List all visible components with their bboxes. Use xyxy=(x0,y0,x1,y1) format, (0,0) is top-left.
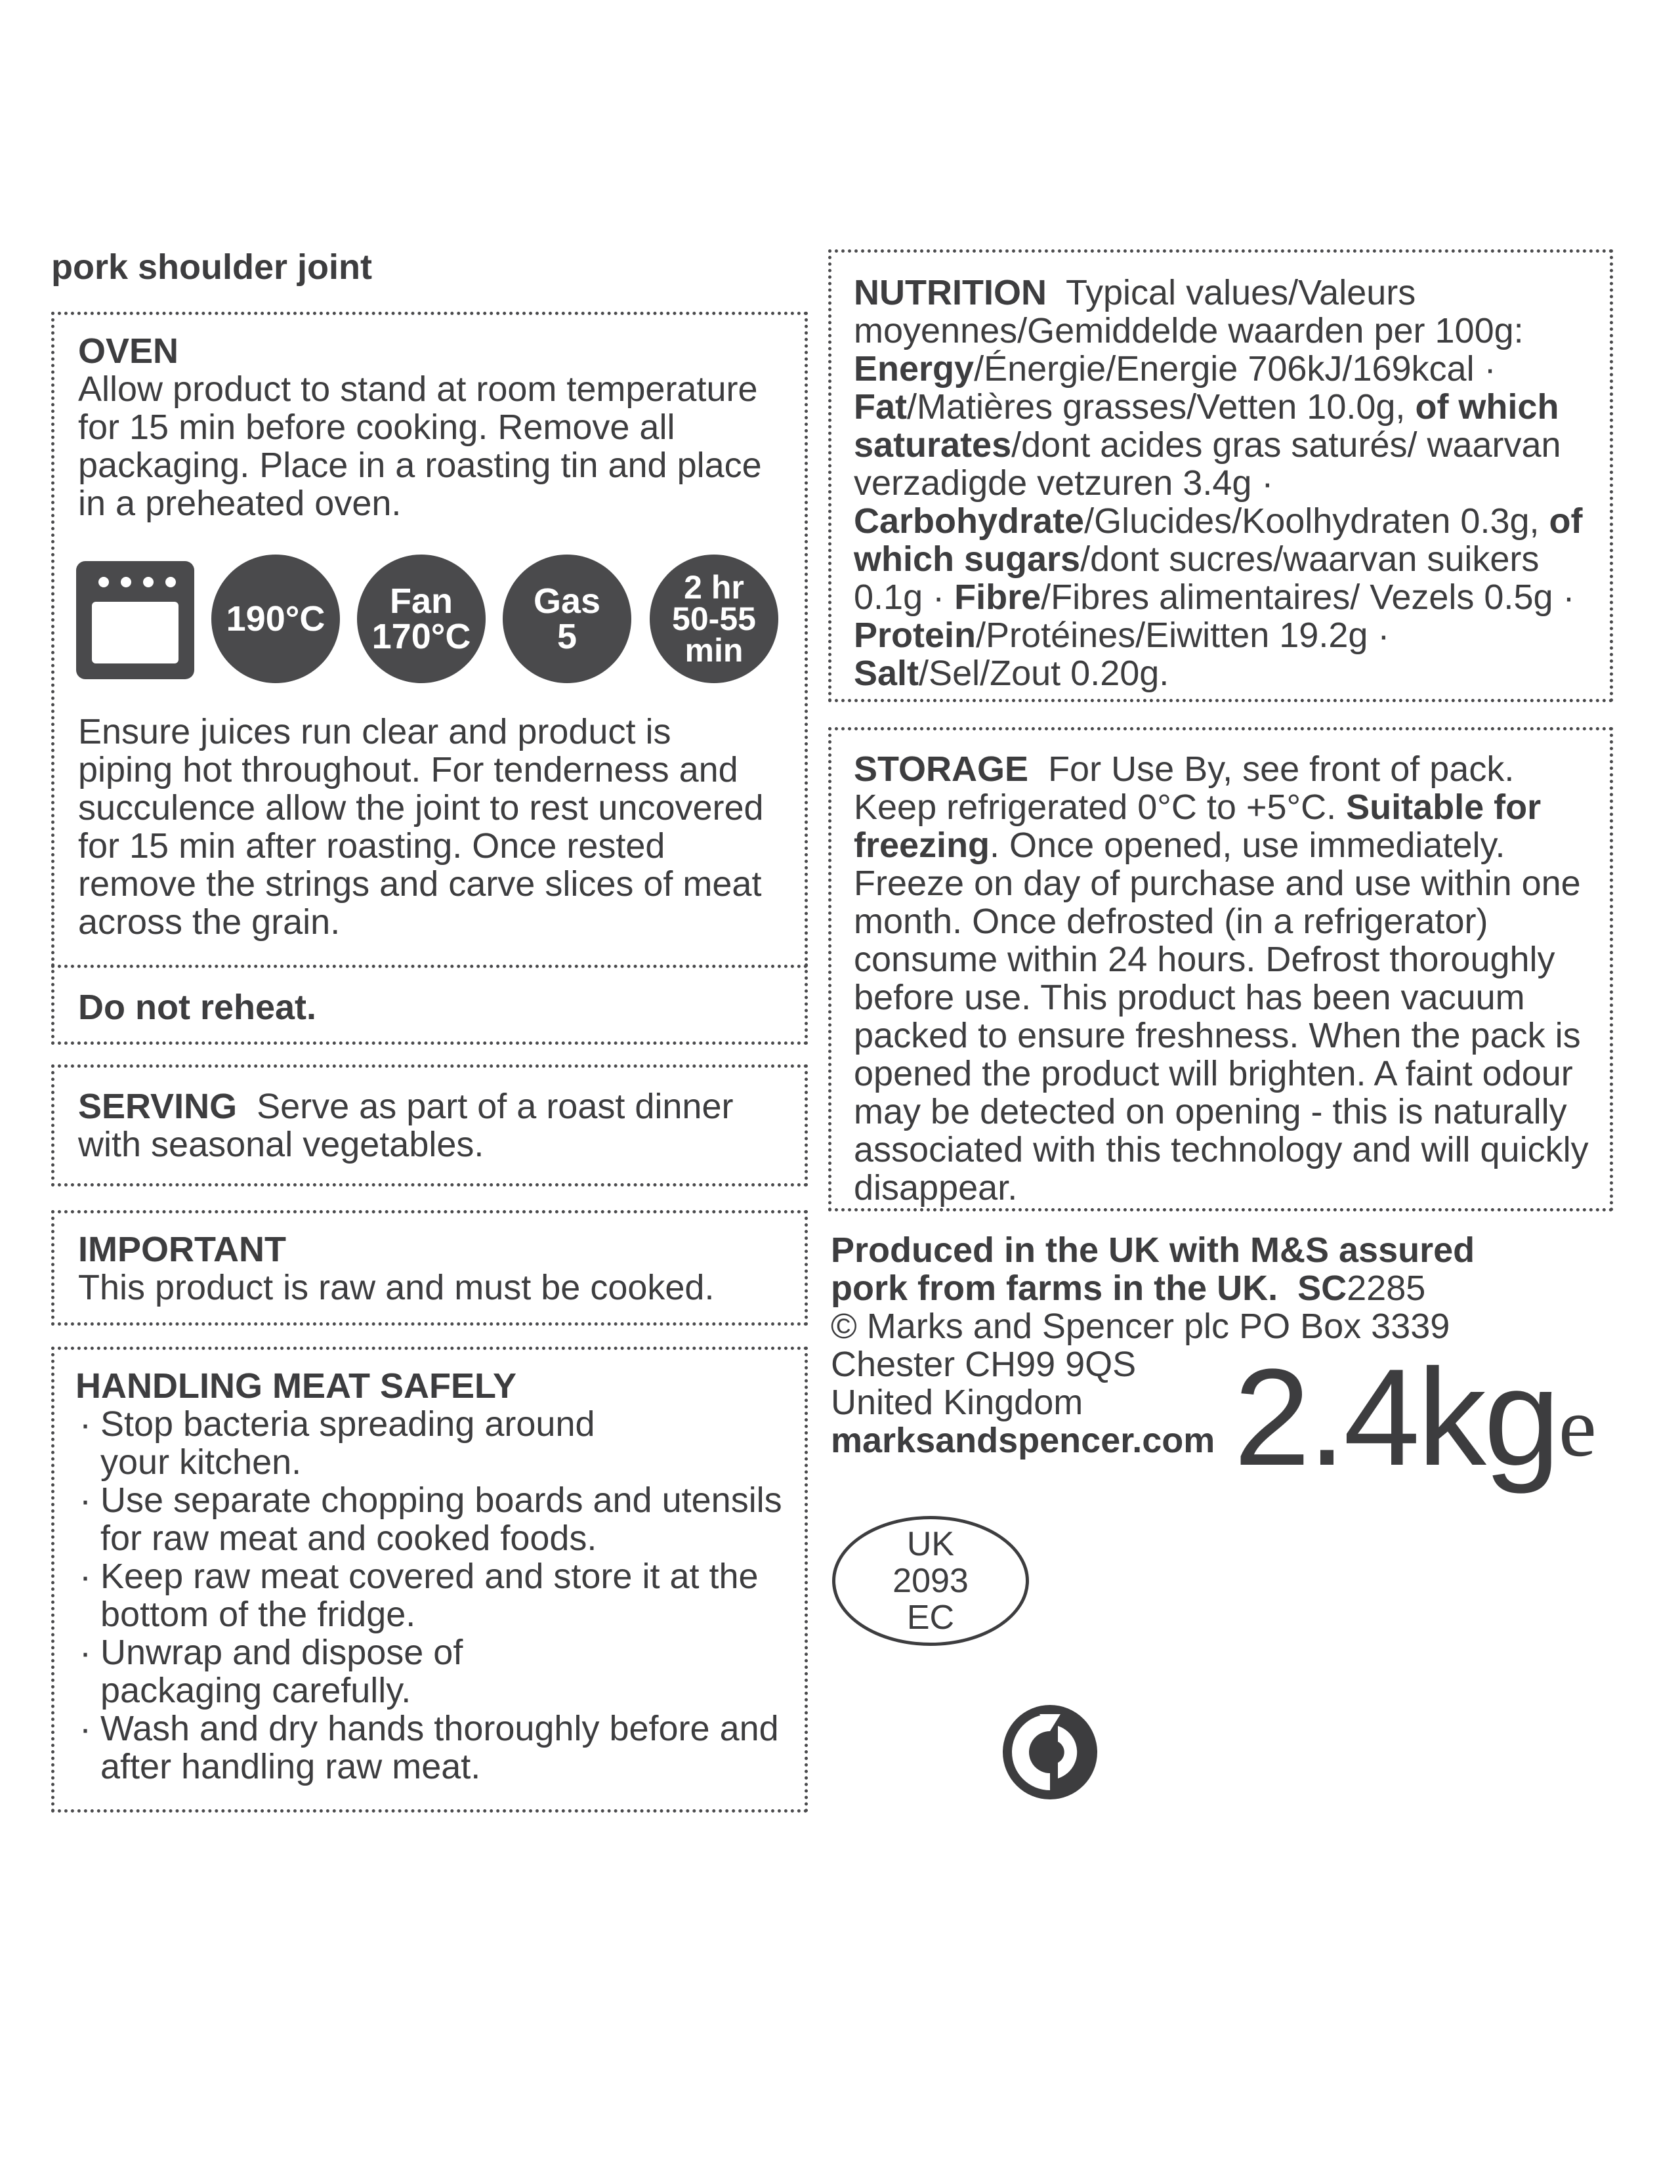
serving-text: Serve as part of a roast dinner with seasonal vegetables. xyxy=(78,1087,734,1164)
health-mark-country: UK xyxy=(906,1525,955,1563)
fat-value: /Matières grasses/Vetten 10.0g, xyxy=(907,387,1406,427)
supplier-code-prefix: SC xyxy=(1297,1269,1347,1308)
list-item: · Unwrap and dispose of packaging carefully. xyxy=(75,1633,534,1710)
estimate-mark: e xyxy=(1559,1380,1597,1475)
temp-circle xyxy=(211,555,340,683)
time-hours: 2 hr xyxy=(684,569,744,606)
oven-after: Ensure juices run clear and product is piping hot throughout. For tenderness and succulence allow the joint to rest uncovered for 15 min after roasting. Once rested remove the strings and carve slices of meat across the grain. xyxy=(78,712,764,942)
handling-list xyxy=(75,1405,791,1786)
website: marksandspencer.com xyxy=(831,1421,1215,1460)
serving-heading: SERVING xyxy=(78,1087,238,1126)
gas-circle xyxy=(503,555,631,683)
net-weight: 2.4kg xyxy=(1234,1340,1558,1494)
storage-heading: STORAGE xyxy=(854,749,1029,789)
green-dot-icon xyxy=(998,1700,1102,1805)
nutrition-heading: NUTRITION xyxy=(854,273,1047,312)
fan-circle xyxy=(357,555,486,683)
storage-section xyxy=(828,727,1613,1211)
no-reheat-text: Do not reheat. xyxy=(78,988,317,1027)
fibre-value: /Fibres alimentaires/ Vezels 0.5g · xyxy=(1041,578,1575,617)
health-mark-number: 2093 xyxy=(892,1562,969,1600)
carbohydrate-label: Carbohydrate xyxy=(854,501,1085,541)
sugars-label: of which sugars xyxy=(854,501,1583,579)
cooking-icons xyxy=(76,555,785,686)
time-minutes: 50-55 xyxy=(672,600,756,637)
protein-label: Protein xyxy=(854,616,976,655)
gas-value: 5 xyxy=(556,617,578,656)
supplier-code: 2285 xyxy=(1347,1269,1426,1308)
temp-value: 190°C xyxy=(226,599,326,639)
storage-text-1: For Use By, see front of pack. Keep refrigerated 0°C to +5°C. xyxy=(854,749,1515,827)
storage-text xyxy=(854,750,1602,1207)
list-item: · Use separate chopping boards and utensils for raw meat and cooked foods. xyxy=(75,1481,789,1557)
sugars-value: /dont sucres/waarvan suikers 0.1g · xyxy=(854,539,1540,617)
fat-label: Fat xyxy=(854,387,907,427)
fan-label: Fan xyxy=(389,581,453,621)
city: Chester CH99 9QS xyxy=(831,1345,1137,1384)
company-address: © Marks and Spencer plc PO Box 3339 xyxy=(831,1307,1450,1346)
list-item: · Wash and dry hands thoroughly before and after handling raw meat. xyxy=(75,1710,783,1786)
carbohydrate-value: /Glucides/Koolhydraten 0.3g, xyxy=(1084,501,1540,541)
origin-statement: Produced in the UK with M&S assured pork from farms in the UK. xyxy=(831,1230,1475,1308)
saturates-label: of which saturates xyxy=(854,387,1559,465)
important-section xyxy=(51,1210,808,1326)
fibre-label: Fibre xyxy=(954,578,1041,617)
health-mark-ec: EC xyxy=(906,1599,955,1637)
health-mark xyxy=(832,1516,1029,1646)
list-item: · Keep raw meat covered and store it at the bottom of the fridge. xyxy=(75,1557,763,1633)
handling-section xyxy=(51,1347,808,1813)
salt-label: Salt xyxy=(854,654,919,693)
list-item: · Stop bacteria spreading around your kitchen. xyxy=(75,1405,639,1481)
saturates-value: /dont acides gras saturés/ waarvan verzadigde vetzuren 3.4g · xyxy=(854,425,1561,503)
energy-label: Energy xyxy=(854,349,975,388)
oven-intro: Allow product to stand at room temperature for 15 min before cooking. Remove all packaging. Place in a roasting tin and place in a preheated oven. xyxy=(78,369,762,523)
nutrition-text xyxy=(854,274,1602,692)
time-circle xyxy=(650,555,778,683)
product-name: pork shoulder joint xyxy=(51,247,373,287)
handling-heading: HANDLING MEAT SAFELY xyxy=(75,1366,517,1406)
nutrition-section xyxy=(828,249,1613,702)
oven-icon xyxy=(76,561,194,679)
protein-value: /Protéines/Eiwitten 19.2g · xyxy=(976,616,1390,655)
energy-value: /Énergie/Energie 706kJ/169kcal · xyxy=(974,349,1496,388)
fan-value: 170°C xyxy=(371,617,471,656)
important-heading: IMPORTANT xyxy=(78,1230,286,1269)
time-unit: min xyxy=(684,632,744,669)
important-text: This product is raw and must be cooked. xyxy=(78,1268,715,1307)
oven-heading: OVEN xyxy=(78,331,179,371)
country: United Kingdom xyxy=(831,1383,1083,1422)
storage-freezing: Suitable for freezing xyxy=(854,788,1542,865)
gas-label: Gas xyxy=(533,581,601,621)
serving-section xyxy=(51,1064,808,1186)
storage-text-2: . Once opened, use immediately. Freeze on day of purchase and use within one month. Once defrosted (in a refrigerator) consume within 24 hours. Defrost thoroughly before use. This product has been vacuum packed to ensure freshness. When the pack is opened the product will brighten. A faint odour may be detected on opening - this is naturally associated with this technology and will quickly disappear. xyxy=(854,826,1589,1208)
no-reheat-section xyxy=(51,963,808,1045)
salt-value: /Sel/Zout 0.20g. xyxy=(919,654,1169,693)
nutrition-intro: Typical values/Valeurs moyennes/Gemiddelde waarden per 100g: xyxy=(854,273,1524,350)
